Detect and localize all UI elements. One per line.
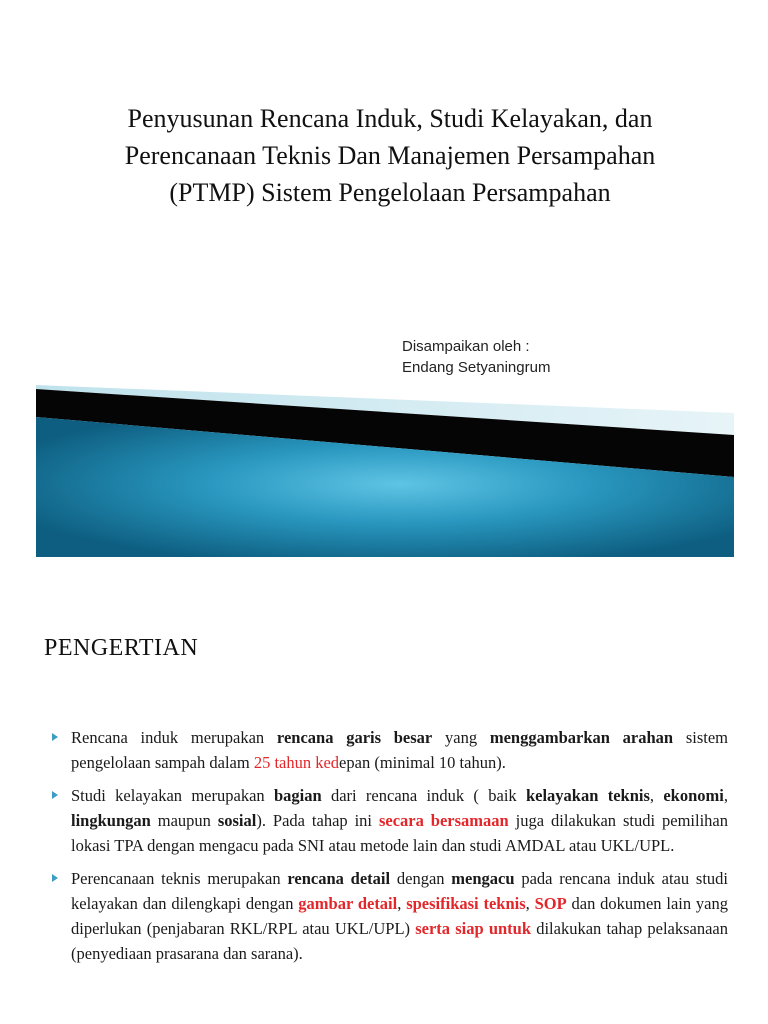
content-slide [0,600,768,1024]
bullet-text-segment: dari rencana induk ( baik [321,786,526,805]
bullet-text-segment: , [649,786,664,805]
slide-title [60,100,720,211]
title-line: (PTMP) Sistem Pengelolaan Persampahan [169,178,611,207]
bullet-text-segment: dengan [390,869,452,888]
bullet-text-segment: sistem pengelolaan sampah dalam [71,728,729,772]
bullet-text-segment: lingkungan [71,811,151,830]
presenter-label: Disampaikan oleh : [402,338,530,355]
decorative-banner [0,385,768,585]
bullet-item [50,783,728,858]
bullet-text-segment: mengacu [451,869,515,888]
bullet-arrow-icon [52,874,58,882]
bullet-text-segment: , [723,786,728,805]
bullet-text-segment: Rencana induk merupakan [71,728,277,747]
bullet-text-segment: dan dokumen lain yang diperlukan (penjabaran RKL/RPL atau UKL/UPL) [71,894,729,938]
bullet-text-segment: yang [432,728,490,747]
bullet-text-segment: juga dilakukan studi pemilihan lokasi TPA dengan mengacu pada SNI atau metode lain dan studi AMDAL atau UKL/UPL. [71,811,728,855]
bullet-text-segment: menggambarkan arahan [489,728,674,747]
bullet-text-segment: serta siap untuk [415,919,532,938]
bullet-item [50,725,728,775]
bullet-text-segment: kelayakan teknis [525,786,650,805]
bullet-item [50,866,728,966]
title-line: Penyusunan Rencana Induk, Studi Kelayakan, dan [127,104,653,133]
presenter-name: Endang Setyaningrum [402,359,551,376]
bullet-text-segment: epan (minimal 10 tahun). [339,753,506,772]
bullet-text-segment: ). Pada tahap ini [256,811,379,830]
bullet-text-segment: dilakukan tahap pelaksanaan (penyediaan prasarana dan sarana). [71,919,728,963]
bullet-text-segment: 25 tahun ked [253,753,340,772]
bullet-text-segment: , [525,894,535,913]
bullet-text-segment: sosial [217,811,257,830]
bullet-list [50,725,728,974]
bullet-arrow-icon [52,733,58,741]
bullet-text-segment: Studi kelayakan merupakan [71,786,274,805]
bullet-text-segment: Perencanaan teknis merupakan [71,869,288,888]
bullet-text-segment: gambar detail [298,894,398,913]
bullet-text-segment: secara bersamaan [378,811,509,830]
bullet-arrow-icon [52,791,58,799]
bullet-text-segment: pada rencana induk atau studi kelayakan dan dilengkapi dengan [71,869,728,913]
bullet-text-segment: rencana detail [287,869,391,888]
bullet-text-segment: SOP [534,894,567,913]
bullet-text-segment: , [397,894,407,913]
presenter-block [402,336,550,378]
bullet-text-segment: rencana garis besar [276,728,433,747]
bullet-text-segment: maupun [150,811,218,830]
section-heading: PENGERTIAN [44,635,199,661]
bullet-text-segment: bagian [273,786,322,805]
bullet-text-segment: ekonomi [663,786,724,805]
title-line: Perencanaan Teknis Dan Manajemen Persampahan [124,141,656,170]
bullet-text-segment: spesifikasi teknis [406,894,526,913]
